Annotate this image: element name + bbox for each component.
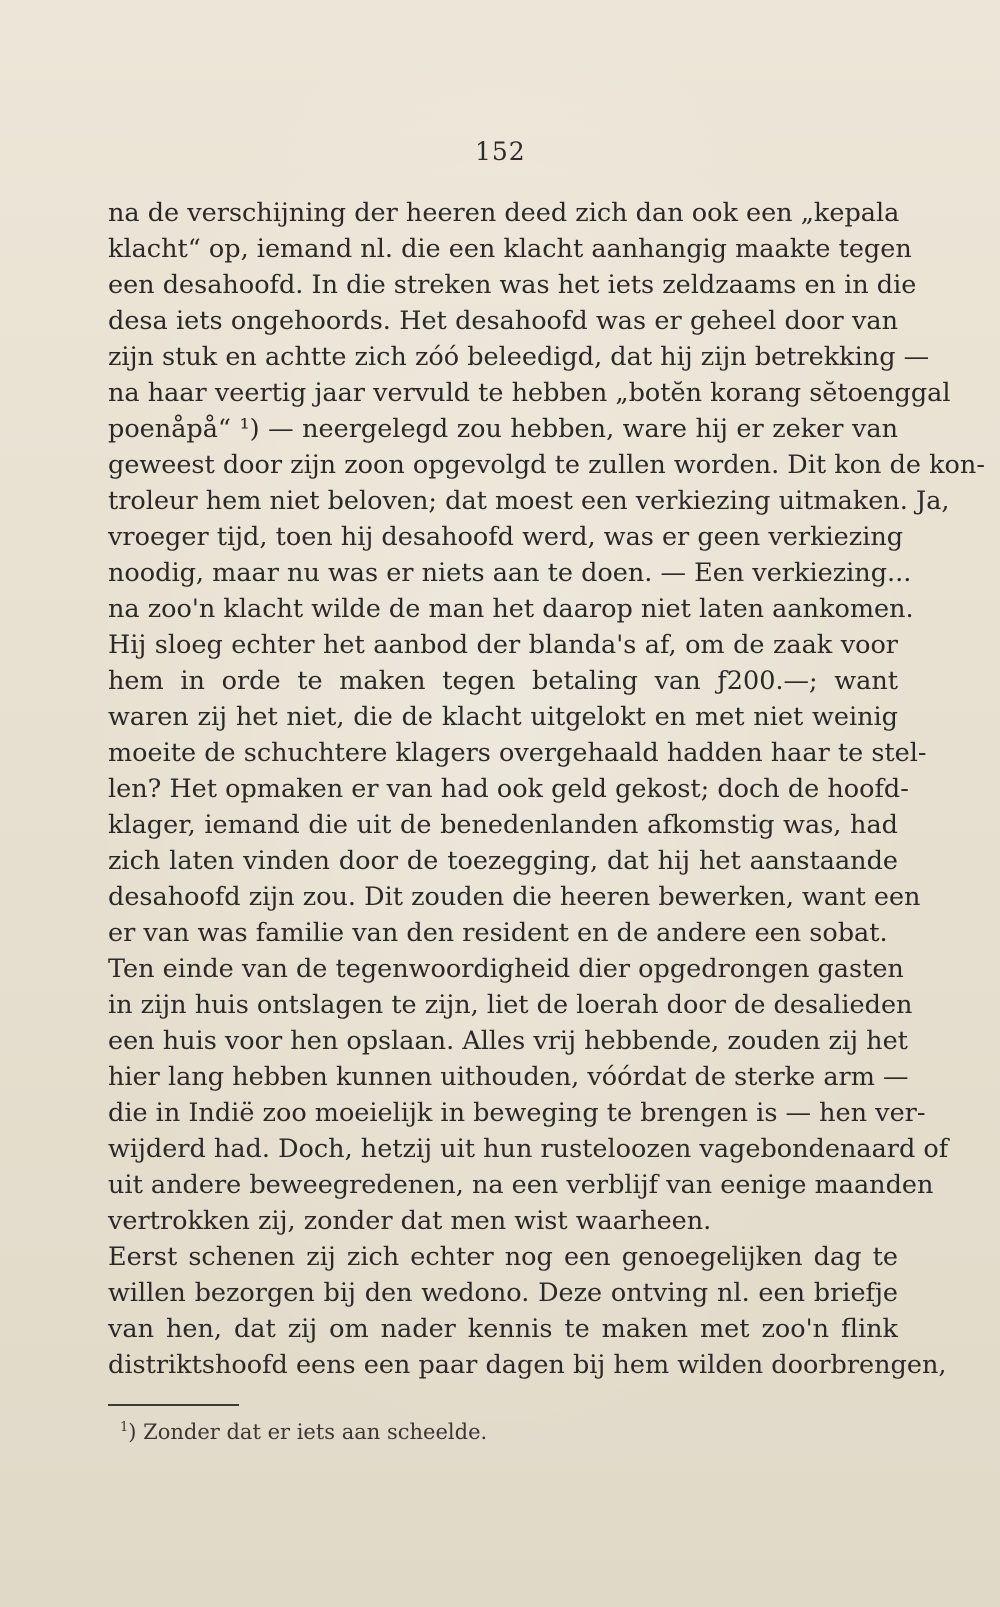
- text-line: vertrokken zij, zonder dat men wist waarheen.: [108, 1206, 712, 1236]
- text-line: zijn stuk en achtte zich zóó beleedigd, dat hij zijn betrekking —: [108, 342, 930, 372]
- text-line: klager, iemand die uit de benedenlanden afkomstig was, had: [108, 810, 898, 840]
- text-line: waren zij het niet, die de klacht uitgelokt en met niet weinig: [108, 702, 898, 732]
- text-line: poenåpå“ ¹) — neergelegd zou hebben, ware hij er zeker van: [108, 414, 898, 444]
- text-line: len? Het opmaken er van had ook geld gekost; doch de hoofd-: [108, 774, 909, 804]
- text-line: hem in orde te maken tegen betaling van ƒ200.—; want: [108, 666, 898, 696]
- text-line: die in Indië zoo moeielijk in beweging te brengen is — hen ver-: [108, 1098, 926, 1128]
- text-line: desa iets ongehoords. Het desahoofd was er geheel door van: [108, 306, 898, 336]
- page-number: 152: [475, 137, 526, 166]
- text-line: uit andere beweegredenen, na een verblijf van eenige maanden: [108, 1170, 934, 1200]
- text-line: troleur hem niet beloven; dat moest een verkiezing uitmaken. Ja,: [108, 486, 950, 516]
- footnote-divider: [108, 1404, 239, 1407]
- text-line: Ten einde van de tegenwoordigheid dier opgedrongen gasten: [108, 954, 904, 984]
- text-line: distriktshoofd eens een paar dagen bij hem wilden doorbrengen,: [108, 1350, 947, 1380]
- text-line: desahoofd zijn zou. Dit zouden die heeren bewerken, want een: [108, 882, 921, 912]
- text-line: geweest door zijn zoon opgevolgd te zullen worden. Dit kon de kon-: [108, 450, 985, 480]
- text-line: Eerst schenen zij zich echter nog een genoegelijken dag te: [108, 1242, 898, 1272]
- text-line: een desahoofd. In die streken was het iets zeldzaams en in die: [108, 270, 917, 300]
- text-line: na haar veertig jaar vervuld te hebben „botĕn korang sĕtoenggal: [108, 378, 951, 408]
- footnote: [120, 1414, 487, 1450]
- footnote-text: ) Zonder dat er iets aan scheelde.: [128, 1420, 488, 1444]
- text-line: vroeger tijd, toen hij desahoofd werd, was er geen verkiezing: [108, 522, 904, 552]
- text-line: er van was familie van den resident en de andere een sobat.: [108, 918, 888, 948]
- text-line: in zijn huis ontslagen te zijn, liet de loerah door de desalieden: [108, 990, 913, 1020]
- text-line: Hij sloeg echter het aanbod der blanda's af, om de zaak voor: [108, 630, 898, 660]
- text-line: moeite de schuchtere klagers overgehaald hadden haar te stel-: [108, 738, 927, 768]
- text-line: hier lang hebben kunnen uithouden, vóórdat de sterke arm —: [108, 1062, 909, 1092]
- text-line: van hen, dat zij om nader kennis te maken met zoo'n flink: [108, 1314, 898, 1344]
- text-line: klacht“ op, iemand nl. die een klacht aanhangig maakte tegen: [108, 234, 912, 264]
- text-line: noodig, maar nu was er niets aan te doen. — Een verkiezing...: [108, 558, 912, 588]
- text-line: willen bezorgen bij den wedono. Deze ontving nl. een briefje: [108, 1278, 898, 1308]
- text-line: na zoo'n klacht wilde de man het daarop niet laten aankomen.: [108, 594, 914, 624]
- footnote-marker: 1: [120, 1420, 129, 1435]
- text-line: zich laten vinden door de toezegging, dat hij het aanstaande: [108, 846, 898, 876]
- text-line: een huis voor hen opslaan. Alles vrij hebbende, zouden zij het: [108, 1026, 908, 1056]
- text-line: wijderd had. Doch, hetzij uit hun rusteloozen vagebondenaard of: [108, 1134, 949, 1164]
- text-line: na de verschijning der heeren deed zich dan ook een „kepala: [108, 198, 900, 228]
